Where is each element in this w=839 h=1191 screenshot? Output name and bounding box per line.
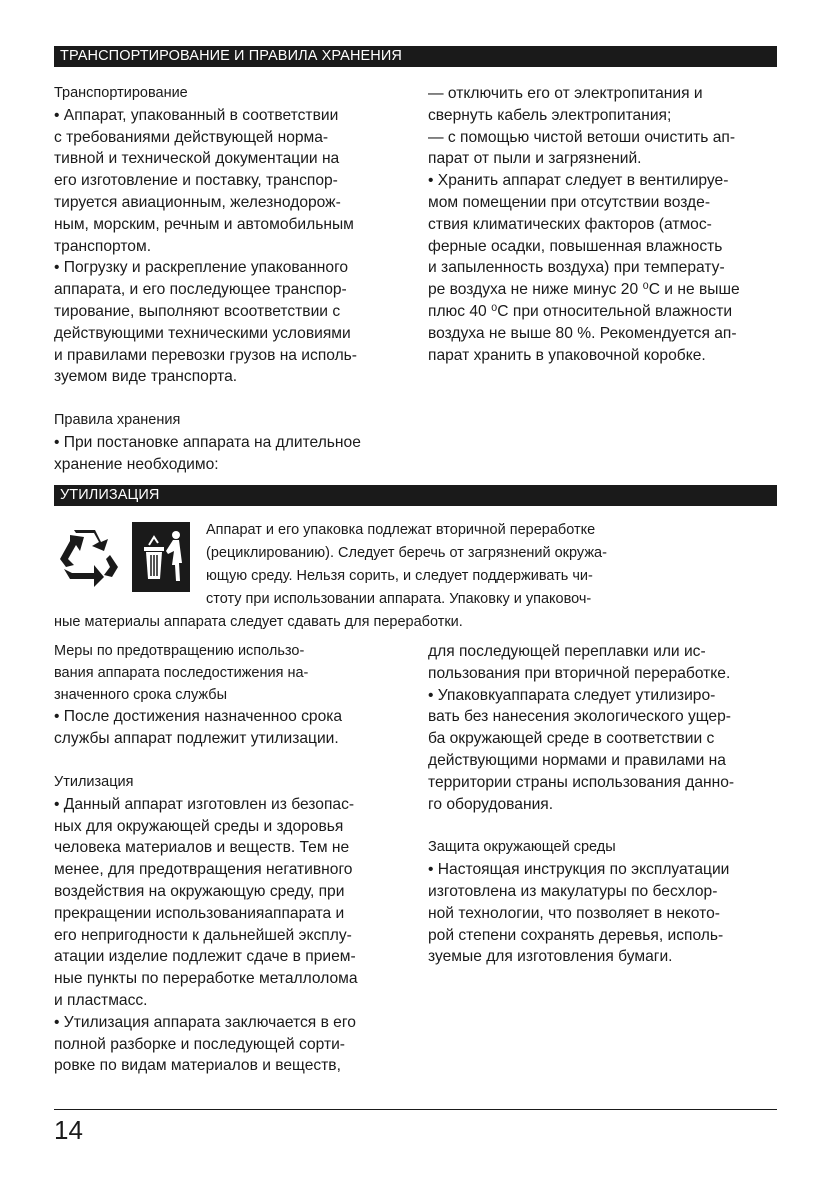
utilization-right-text (428, 641, 777, 968)
spacer (428, 815, 777, 837)
text-line: вать без нанесения экологического ущер- (428, 708, 731, 726)
text-line: • Настоящая инструкция по эксплуатации (428, 861, 730, 879)
text-line: — отключить его от электропитания и (428, 85, 703, 102)
text-line: атации изделие подлежит сдаче в прием- (54, 948, 356, 966)
text-line: (рециклированию). Следует беречь от загрязнений окружа- (206, 545, 607, 561)
text-line: воздействия на окружающую среду, при (54, 882, 345, 900)
storage-subtitle: Правила хранения (54, 412, 181, 429)
text-line: Утилизация (54, 773, 134, 790)
text-line: свернуть кабель электропитания; (428, 106, 672, 124)
section-header-utilization: УТИЛИЗАЦИЯ (54, 485, 777, 506)
text-line: действующими нормами и правилами на (428, 751, 726, 769)
text-line: • При постановке аппарата на длительное (54, 433, 361, 451)
text-line: ные пункты по переработке металлолома (54, 970, 358, 988)
utilization-left-column (54, 641, 403, 1077)
text-line: • Утилизация аппарата заключается в его (54, 1013, 356, 1031)
text-line: плюс 40 ⁰С при относительной влажности (428, 302, 733, 320)
text-line: его изготовление и поставку, транспор- (54, 172, 338, 190)
text-line: • Данный аппарат изготовлен из безопас- (54, 795, 355, 813)
text-line: — с помощью чистой ветоши очистить ап- (428, 128, 736, 146)
text-line: значенного срока службы (54, 686, 228, 703)
text-line: полной разборке и последующей сорти- (54, 1035, 345, 1053)
transport-subtitle: Транспортирование (54, 85, 188, 101)
text-line: менее, для предотвращения негативного (54, 861, 353, 879)
text-line: го оборудования. (428, 795, 554, 813)
text-line: ба окружающей среде в соответствии с (428, 730, 715, 748)
text-line: • Погрузку и раскрепление упакованного (54, 259, 349, 277)
page-number: 14 (54, 1115, 83, 1145)
text-line: зуемые для изготовления бумаги. (428, 948, 673, 966)
text-line: с требованиями действующей норма- (54, 128, 329, 146)
text-line: службы аппарат подлежит утилизации. (54, 730, 339, 748)
storage-text (54, 432, 403, 476)
transport-right-text (428, 83, 777, 366)
text-line: • Хранить аппарат следует в вентилируе- (428, 172, 729, 190)
utilization-intro (54, 519, 777, 634)
text-line: транспортом. (54, 237, 152, 255)
text-line: ющую среду. Нельзя сорить, и следует поддерживать чи- (206, 568, 593, 584)
text-line: изготовлена из макулатуры по бесхлор- (428, 882, 718, 900)
transport-right-column (428, 83, 777, 366)
text-line: и пластмасс. (54, 991, 148, 1009)
text-line: • После достижения назначенноо срока (54, 708, 343, 726)
text-line: • Аппарат, упакованный в соответствии (54, 106, 339, 124)
text-line: прекращении использованияаппарата и (54, 904, 345, 922)
text-line: человека материалов и веществ. Тем не (54, 839, 350, 857)
text-line: ре воздуха не ниже минус 20 ⁰С и не выше (428, 281, 740, 299)
text-line: Аппарат и его упаковка подлежат вторичной переработке (206, 522, 596, 538)
text-line: ровке по видам материалов и веществ, (54, 1057, 341, 1075)
text-line: для последующей переплавки или ис- (428, 643, 706, 660)
text-line: • Упаковкуаппарата следует утилизиро- (428, 686, 716, 704)
text-line: воздуха не выше 80 %. Рекомендуется ап- (428, 324, 737, 342)
text-line: тивной и технической документации на (54, 150, 340, 168)
section-header-transport: ТРАНСПОРТИРОВАНИЕ И ПРАВИЛА ХРАНЕНИЯ (54, 46, 777, 67)
text-line: и запыленность воздуха) при температу- (428, 259, 725, 277)
text-line: ной технологии, что позволяет в некото- (428, 904, 720, 922)
text-line: стоту при использовании аппарата. Упаковку и упаковоч- (206, 591, 592, 607)
text-line: тирование, выполняют всоответствии с (54, 302, 341, 320)
text-line: действующими техническими условиями (54, 324, 351, 342)
text-line: ных для окружающей среды и здоровья (54, 817, 344, 835)
text-line: Защита окружающей среды (428, 839, 616, 856)
text-line: зуемом виде транспорта. (54, 368, 238, 386)
text-line: парат от пыли и загрязнений. (428, 150, 642, 168)
text-line: тируется авиационным, железнодорож- (54, 193, 341, 211)
transport-left-column (54, 83, 403, 476)
text-line: ферные осадки, повышенная влажность (428, 237, 723, 255)
text-line: рой степени сохранять деревья, исполь- (428, 926, 724, 944)
text-line: мом помещении при отсутствии возде- (428, 193, 711, 211)
text-line: ным, морским, речным и автомобильным (54, 215, 354, 233)
text-line: пользования при вторичной переработке. (428, 664, 731, 682)
text-line: и правилами перевозки грузов на исполь- (54, 346, 358, 364)
text-line: парат хранить в упаковочной коробке. (428, 346, 706, 364)
text-line: ствия климатических факторов (атмос- (428, 215, 712, 233)
footer-rule (54, 1109, 777, 1110)
spacer (54, 750, 403, 772)
text-line: хранение необходимо: (54, 455, 219, 473)
text-line: ные материалы аппарата следует сдавать для переработки. (54, 614, 463, 630)
text-line: аппарата, и его последующее транспор- (54, 281, 347, 299)
utilization-right-column (428, 641, 777, 968)
transport-left-text (54, 105, 403, 388)
text-line: Меры по предотвращению использо- (54, 643, 305, 659)
utilization-left-text (54, 641, 403, 1077)
text-line: территории страны использования данно- (428, 773, 735, 791)
text-line: вания аппарата последостижения на- (54, 664, 309, 681)
text-line: его непригодности к дальнейшей эксплу- (54, 926, 352, 944)
